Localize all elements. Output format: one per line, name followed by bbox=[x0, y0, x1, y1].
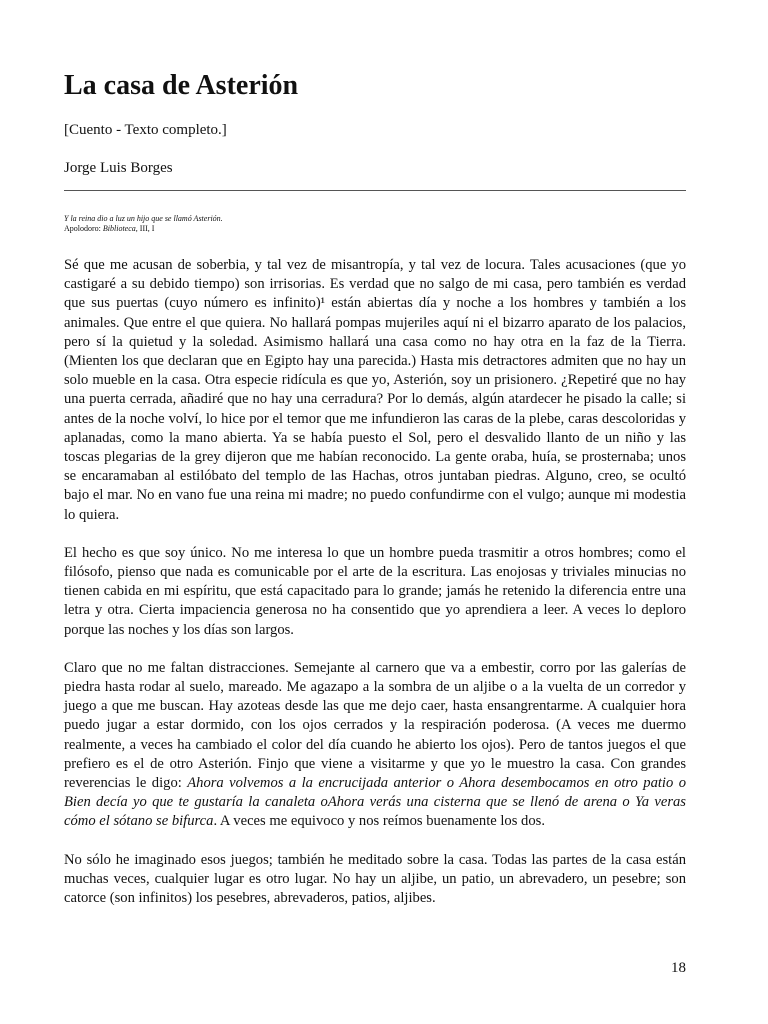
header-divider bbox=[64, 190, 686, 191]
paragraph-1: Sé que me acusan de soberbia, y tal vez de misantropía, y tal vez de locura. Tales acusaciones (que yo castigaré a su debido tiempo) son irrisorias. Es verdad que no salgo de mi casa, pero también es verdad que sus puertas (cuyo número es infinito)¹ están abiertas día y noche a los hombres y también a los animales. Que entre el que quiera. No hallará pompas mujeriles aquí ni el bizarro aparato de los palacios, pero sí la quietud y la soledad. Asimismo hallará una casa como no hay otra en la faz de la Tierra. (Mienten los que declaran que en Egipto hay una parecida.) Hasta mis detractores admiten que no hay un solo mueble en la casa. Otra especie ridícula es que yo, Asterión, soy un prisionero. ¿Repetiré que no hay una puerta cerrada, añadiré que no hay una cerradura? Por lo demás, algún atardecer he pisado la calle; si antes de la noche volví, lo hice por el temor que me infundieron las caras de la plebe, caras descoloridas y aplanadas, como la mano abierta. Ya se había puesto el Sol, pero el desvalido llanto de un niño y las toscas plegarias de la grey dijeron que me habían reconocido. La gente oraba, huía, se prosternaba; unos se encaramaban al estilóbato del templo de las Hachas, otros juntaban piedras. Alguno, creo, se ocultó bajo el mar. No en vano fue una reina mi madre; no puedo confundirme con el vulgo; aunque mi modestia lo quiera. bbox=[64, 257, 686, 523]
epigraph-source bbox=[64, 224, 223, 234]
story-body bbox=[64, 256, 686, 908]
paragraph-3-text-b: . A veces me equivoco y nos reímos buenamente los dos. bbox=[213, 813, 545, 830]
epigraph-source-work: Biblioteca bbox=[102, 224, 136, 233]
epigraph bbox=[64, 214, 223, 234]
story-title: La casa de Asterión bbox=[64, 70, 299, 101]
page-number: 18 bbox=[671, 960, 686, 976]
paragraph-3 bbox=[64, 659, 686, 832]
epigraph-source-ref: , III, I bbox=[135, 224, 155, 233]
epigraph-quote: Y la reina dio a luz un hijo que se llamó Asterión. bbox=[64, 214, 223, 223]
paragraph-2: El hecho es que soy único. No me interesa lo que un hombre pueda trasmitir a otros hombres; como el filósofo, pienso que nada es comunicable por el arte de la escritura. Las enojosas y triviales minucias no tienen cabida en mi espíritu, que está capacitado para lo grande; jamás he retenido la diferencia entre una letra y otra. Cierta impaciencia generosa no ha consentido que yo aprendiera a leer. A veces lo deploro porque las noches y los días son largos. bbox=[64, 544, 686, 638]
paragraph-3-italic: Ahora volvemos a la encrucijada anterior o Ahora desembocamos en otro patio o Bien decía yo que te gustaría la canaleta oAhora verás una cisterna que se llenó de arena o Ya veras cómo el sótano se bifurca bbox=[64, 775, 686, 830]
paragraph-3-text-a: Claro que no me faltan distracciones. Semejante al carnero que va a embestir, corro por las galerías de piedra hasta rodar al suelo, mareado. Me agazapo a la sombra de un aljibe o a la vuelta de un corredor y juego a que me buscan. Hay azoteas desde las que me dejo caer, hasta ensangrentarme. A cualquier hora puedo jugar a estar dormido, con los ojos cerrados y la respiración poderosa. (A veces me duermo realmente, a veces ha cambiado el color del día cuando he abierto los ojos). Pero de tantos juegos el que prefiero es el de otro Asterión. Finjo que viene a visitarme y que yo le muestro la casa. Con grandes reverencias le digo: bbox=[64, 659, 686, 792]
document-page bbox=[64, 0, 686, 1024]
story-author: Jorge Luis Borges bbox=[64, 160, 173, 176]
story-subtitle: [Cuento - Texto completo.] bbox=[64, 122, 227, 138]
epigraph-source-author: Apolodoro: bbox=[64, 224, 103, 233]
paragraph-4: No sólo he imaginado esos juegos; también he meditado sobre la casa. Todas las partes de la casa están muchas veces, cualquier lugar es otro lugar. No hay un aljibe, un patio, un abrevadero, un pesebre; son catorce (son infinitos) los pesebres, abrevaderos, patios, aljibes. bbox=[64, 851, 686, 907]
